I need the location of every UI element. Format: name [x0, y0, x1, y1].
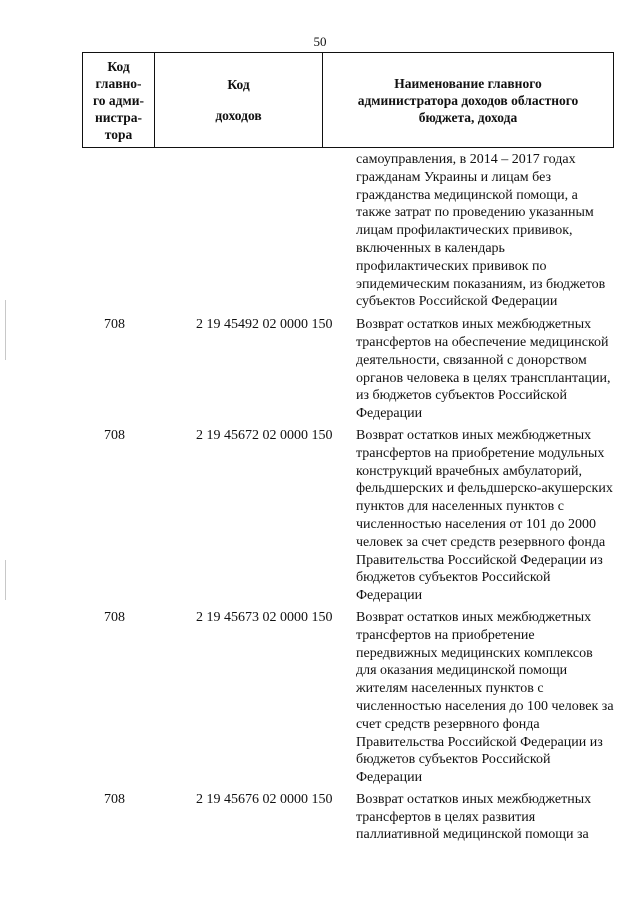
- income-name-line: гражданства медицинской помощи, а: [356, 187, 578, 203]
- admin-code-cell: [0, 151, 190, 311]
- income-name-line: бюджетов субъектов Российской: [356, 752, 551, 768]
- page-number: 50: [313, 34, 327, 49]
- table-row: [0, 316, 640, 423]
- income-name-line: для оказания медицинской помощи: [356, 663, 568, 679]
- income-name-line: Возврат остатков иных межбюджетных: [356, 427, 592, 443]
- income-name-line: деятельности, связанной с донорством: [356, 352, 587, 368]
- header-admin-line: главно-: [95, 75, 142, 91]
- income-name-line: трансфертов на приобретение модульных: [356, 445, 605, 461]
- income-name-line: лицам профилактических прививок,: [356, 223, 573, 239]
- header-name-line: администратора доходов областного: [357, 92, 579, 108]
- income-code-cell: 2 19 45673 02 0000 150: [196, 609, 333, 625]
- income-name-line: Правительства Российской Федерации из: [356, 734, 603, 750]
- income-name-line: эпидемическим показаниям, из бюджетов: [356, 276, 606, 292]
- header-admin-line: нистра-: [94, 109, 143, 125]
- income-name-cell: [336, 151, 632, 311]
- income-name-line: самоуправления, в 2014 – 2017 годах: [356, 152, 576, 167]
- income-name-line: включенных в календарь: [356, 240, 505, 256]
- income-name-line: пунктов для населенных пунктов с: [356, 499, 564, 515]
- income-name-line: фельдшерских и фельдшерско-акушерских: [356, 481, 613, 497]
- income-name-line: Возврат остатков иных межбюджетных: [356, 317, 592, 333]
- income-name-line: трансфертов на приобретение: [356, 627, 535, 643]
- income-name-line: субъектов Российской Федерации: [356, 294, 558, 310]
- income-name-line: также затрат по проведению указанным: [356, 205, 594, 221]
- income-name-line: из бюджетов субъектов Российской: [356, 388, 567, 404]
- income-name-line: счет средств резервного фонда: [356, 716, 540, 732]
- income-code-cell: [190, 151, 336, 311]
- income-name-line: гражданам Украины и лицам без: [356, 169, 552, 185]
- income-name-line: жителям населенных пунктов с: [356, 681, 544, 697]
- income-name-line: паллиативной медицинской помощи за: [356, 827, 589, 843]
- header-income-code: [155, 53, 323, 147]
- table-row: [0, 609, 640, 787]
- admin-code-cell: 708: [104, 791, 125, 807]
- admin-code-cell: 708: [104, 427, 125, 443]
- income-name-line: человек за счет средств резервного фонда: [356, 534, 606, 550]
- header-name: [323, 53, 613, 147]
- admin-code-cell: 708: [104, 609, 125, 625]
- table-header: [82, 52, 614, 148]
- income-name-line: бюджетов субъектов Российской: [356, 570, 551, 586]
- scan-margin-line: [5, 560, 6, 600]
- table-row: [0, 791, 640, 844]
- table-row: [0, 427, 640, 605]
- table-body: [0, 151, 640, 844]
- income-code-cell: 2 19 45492 02 0000 150: [196, 317, 333, 333]
- income-code-cell: 2 19 45676 02 0000 150: [196, 791, 333, 807]
- scan-margin-line: [5, 300, 6, 360]
- income-name-line: передвижных медицинских комплексов: [356, 645, 593, 661]
- header-name-line: Наименование главного: [394, 75, 542, 91]
- header-admin-line: тора: [104, 126, 133, 142]
- income-name-line: численностью населения до 100 человек за: [356, 698, 614, 714]
- header-income-line: доходов: [215, 108, 262, 123]
- header-income-line: Код: [227, 77, 250, 92]
- header-admin-code: [83, 53, 155, 147]
- income-name-line: органов человека в целях трансплантации,: [356, 370, 611, 386]
- income-name-line: Федерации: [356, 406, 423, 422]
- income-code-cell: 2 19 45672 02 0000 150: [196, 427, 333, 443]
- income-name-line: Правительства Российской Федерации из: [356, 552, 603, 568]
- income-name-line: профилактических прививок по: [356, 258, 547, 274]
- header-name-line: бюджета, дохода: [418, 109, 518, 125]
- income-name-line: Возврат остатков иных межбюджетных: [356, 791, 592, 807]
- income-name-line: Федерации: [356, 770, 423, 786]
- income-name-line: трансфертов в целях развития: [356, 809, 536, 825]
- income-name-cell: [336, 427, 632, 605]
- income-name-cell: [336, 791, 632, 844]
- header-admin-line: го адми-: [93, 92, 144, 108]
- income-name-line: Возврат остатков иных межбюджетных: [356, 609, 592, 625]
- table-row: [0, 151, 640, 311]
- admin-code-cell: 708: [104, 317, 125, 333]
- income-name-cell: [336, 609, 632, 787]
- income-name-line: численностью населения от 101 до 2000: [356, 516, 596, 532]
- income-name-line: Федерации: [356, 588, 423, 604]
- income-name-line: конструкций врачебных амбулаторий,: [356, 463, 583, 479]
- header-admin-line: Код: [107, 58, 130, 74]
- income-name-cell: [336, 316, 632, 423]
- income-name-line: трансфертов на обеспечение медицинской: [356, 334, 609, 350]
